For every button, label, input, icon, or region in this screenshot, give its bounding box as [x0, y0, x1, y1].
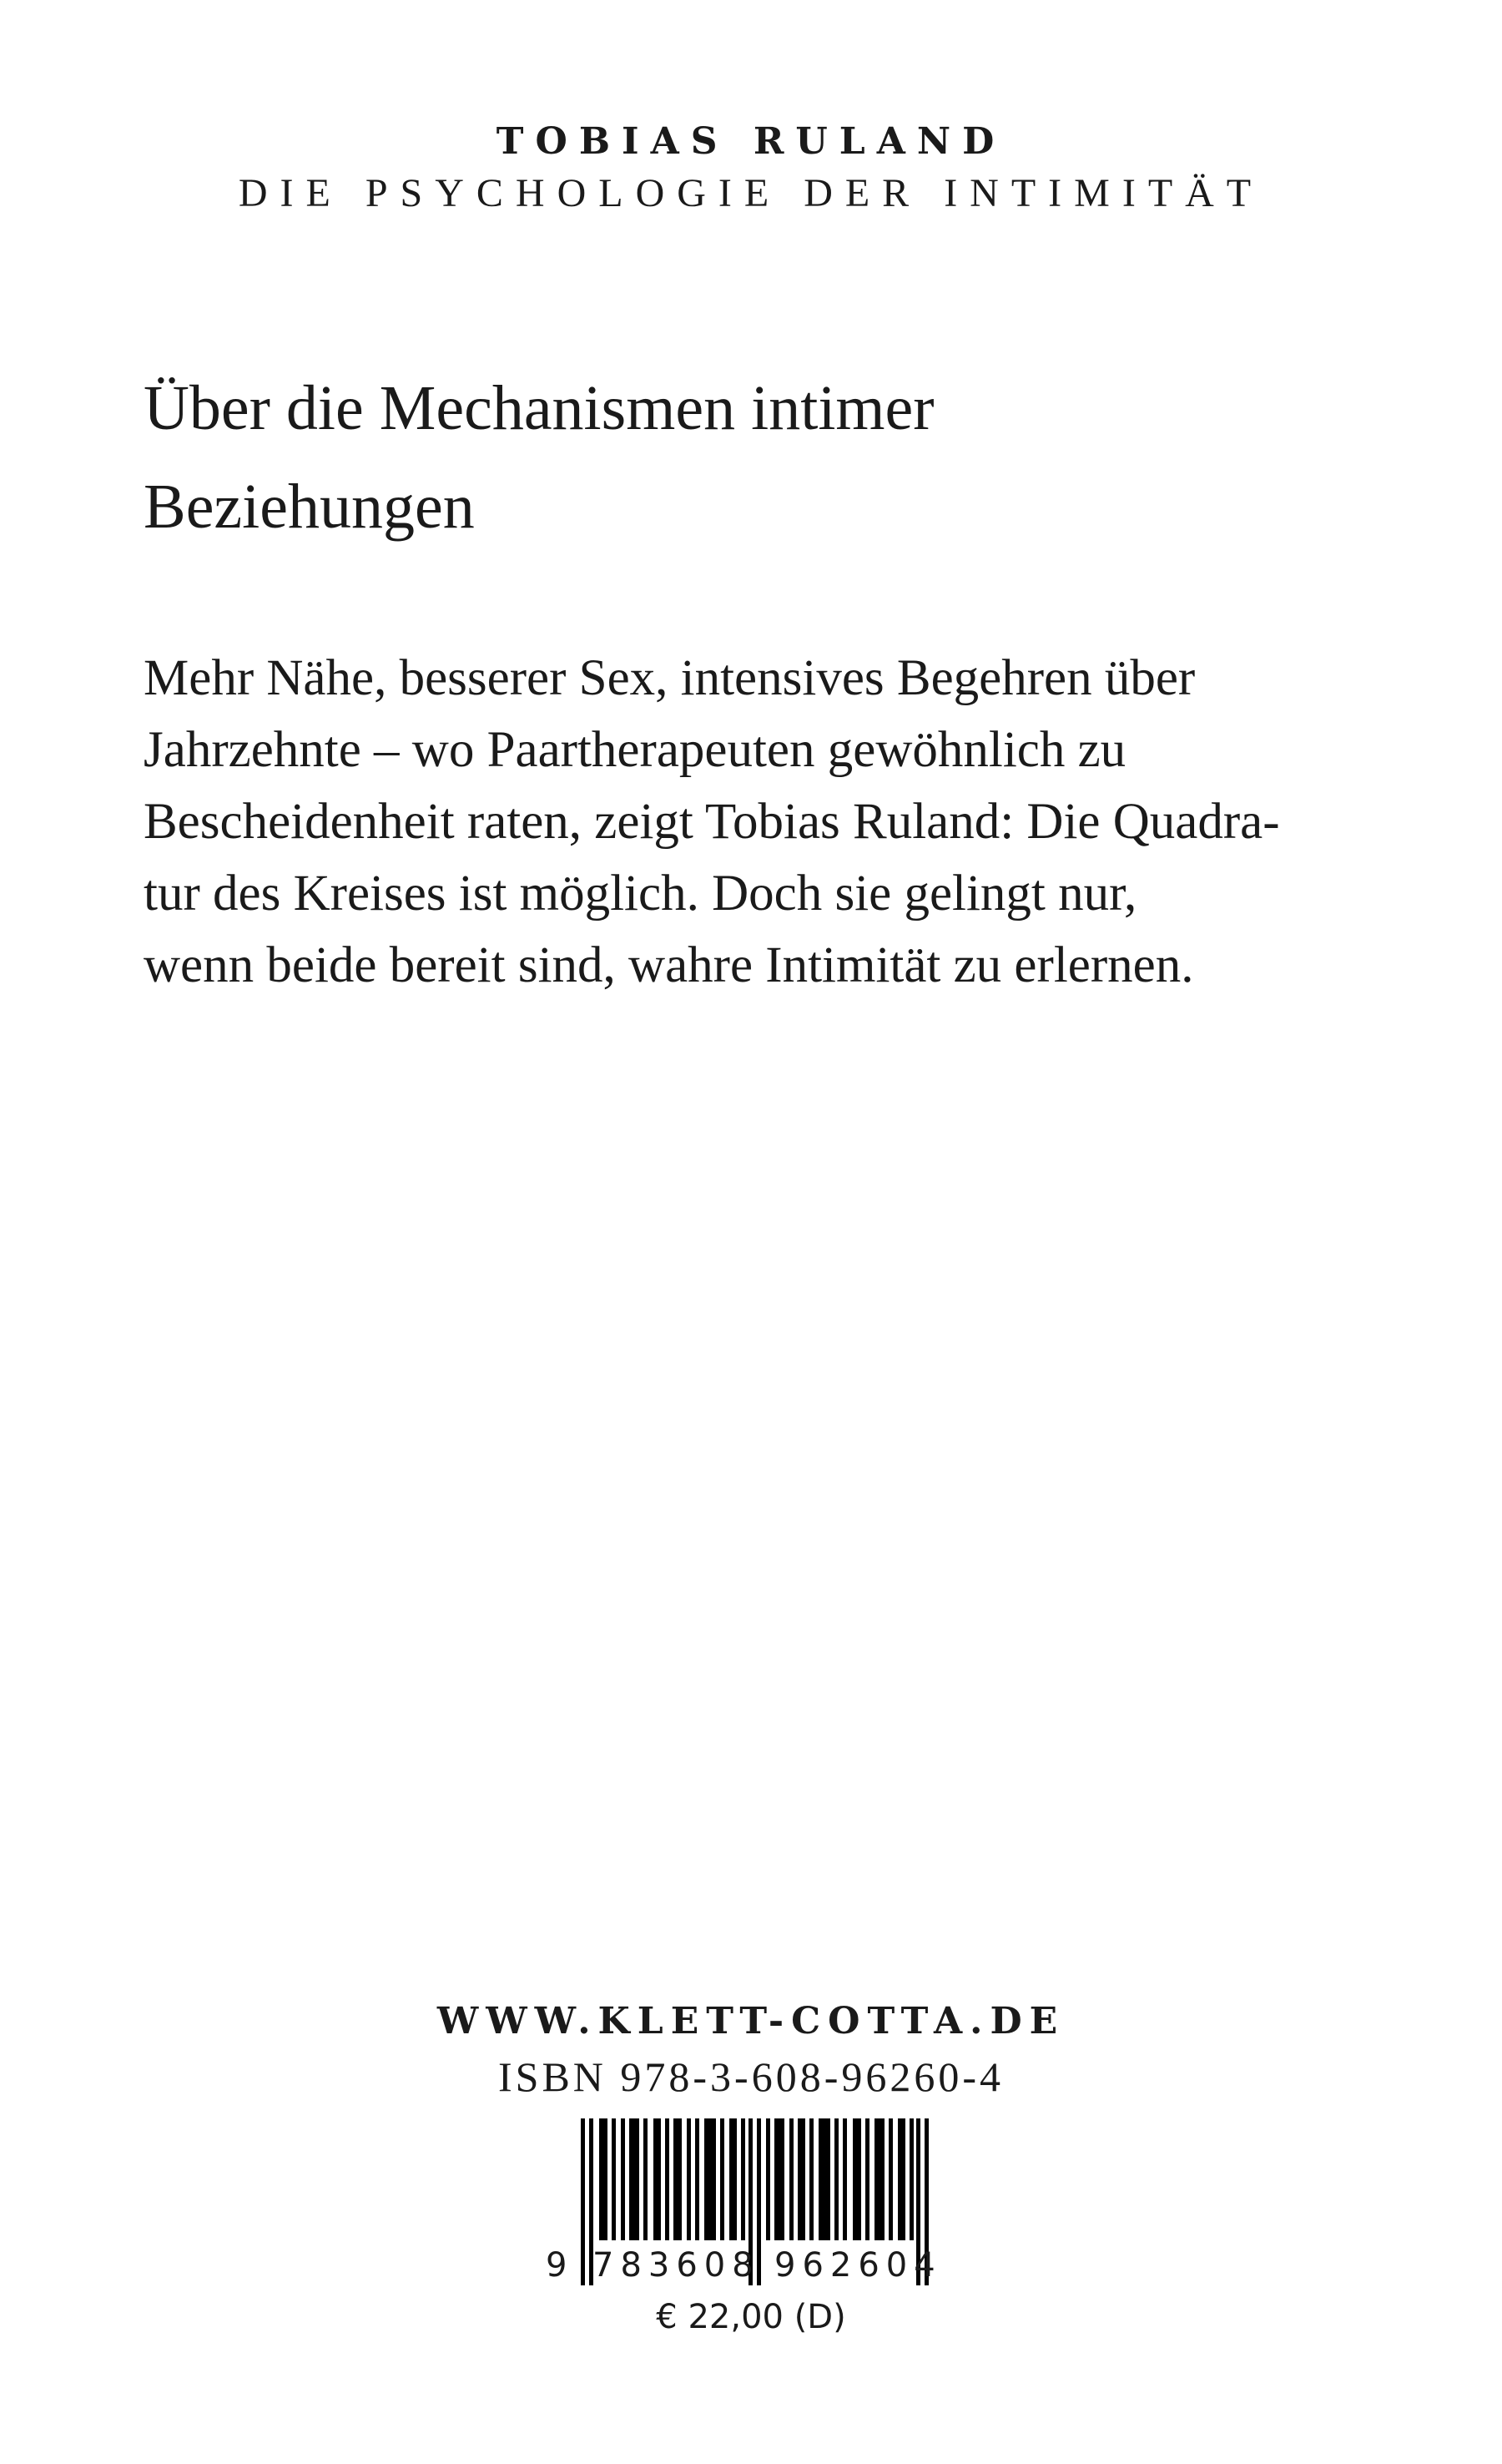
barcode-digits	[542, 2240, 960, 2290]
price-label: € 22,00 (D)	[656, 2298, 846, 2336]
headline	[144, 359, 1353, 556]
author-name: TOBIAS RULAND	[496, 120, 1006, 163]
blurb-line: Bescheidenheit raten, zeigt Tobias Ruland: Die Quadra-	[144, 794, 1280, 850]
blurb-line: Jahrzehnte – wo Paartherapeuten gewöhnlich zu	[144, 722, 1126, 778]
blurb-line: tur des Kreises ist möglich. Doch sie gelingt nur,	[144, 866, 1137, 921]
barcode-left-digits: 783608	[592, 2246, 760, 2285]
isbn-text: ISBN 978-3-608-96260-4	[497, 2053, 1005, 2100]
blurb-line: Mehr Nähe, besserer Sex, intensives Begehren über	[144, 650, 1196, 706]
publisher-website: WWW.KLETT-COTTA.DE	[436, 2000, 1066, 2042]
barcode-right-digits: 962604	[774, 2246, 942, 2285]
blurb-text	[144, 643, 1362, 1002]
headline-line-2: Beziehungen	[144, 472, 475, 542]
blurb-line: wenn beide bereit sind, wahre Intimität zu erlernen.	[144, 937, 1194, 993]
book-title: DIE PSYCHOLOGIE DER INTIMITÄT	[238, 171, 1264, 215]
barcode-first-digit: 9	[546, 2246, 567, 2285]
headline-line-1: Über die Mechanismen intimer	[144, 373, 935, 443]
